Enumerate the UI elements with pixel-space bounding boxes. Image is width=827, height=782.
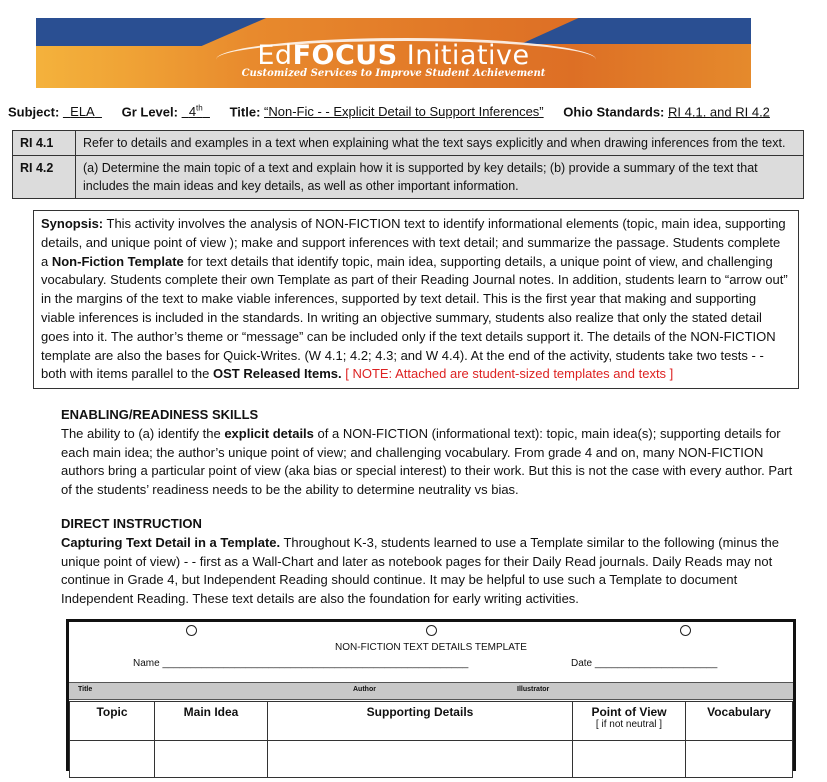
standards-label: Ohio Standards: xyxy=(563,104,665,120)
cell-point-of-view[interactable] xyxy=(573,741,686,778)
synopsis-box: Synopsis: This activity involves the analysis of NON-FICTION text to identify informational elements (topic, main idea, supporting details, and unique point of view ); make and support inferences with text detail; and summarize the passage. Students complete a Non-Fiction Template for text details that identify topic, main idea, supporting details, a unique point of view, and challenging vocabulary. Students complete their own Template as part of their Reading Journal notes. In addition, students learn to “arrow out” in the margins of the text to make viable inferences, supported by text detail. This is the first year that making and supporting viable inferences is included in the standards. In writing an objective summary, students also realize that only the stated detail goes into it. The author’s theme or “message” can be included only if the text details support it. The details of the NON-FICTION template are also the bases for Quick-Writes. (W 4.1; 4.2; 4.3; and W 4.4). At the end of the activity, students take two tests - - both with items parallel to the OST Released Items. [ NOTE: Attached are student-sized templates and texts ] xyxy=(33,210,799,389)
hole-punch-icon xyxy=(426,625,437,636)
enabling-heading: ENABLING/READINESS SKILLS xyxy=(61,407,259,422)
template-title: NON-FICTION TEXT DETAILS TEMPLATE xyxy=(335,642,527,653)
nonfiction-template xyxy=(66,619,796,771)
synopsis-note: [ NOTE: Attached are student-sized templates and texts ] xyxy=(341,366,674,382)
standards-row xyxy=(13,156,804,199)
col-supporting-details: Supporting Details xyxy=(268,702,573,741)
lesson-header xyxy=(8,104,770,119)
bar-illustrator-label: Illustrator xyxy=(517,686,550,693)
template-name-field: Name _______________________________________________________ xyxy=(133,658,469,669)
col-vocabulary: Vocabulary xyxy=(686,702,793,741)
bar-author-label: Author xyxy=(353,686,376,693)
title-value: “Non-Fic - - Explicit Detail to Support Inferences” xyxy=(264,104,544,120)
cell-main-idea[interactable] xyxy=(155,741,268,778)
grade-value: 4th xyxy=(188,104,203,120)
banner-tagline: Customized Services to Improve Student Achievement xyxy=(241,68,546,79)
cell-supporting-details[interactable] xyxy=(268,741,573,778)
standard-code: RI 4.2 xyxy=(13,156,76,199)
col-point-of-view: Point of View [ if not neutral ] xyxy=(573,702,686,741)
standard-text: (a) Determine the main topic of a text and explain how it is supported by key details; (b) provide a summary of the text that includes the main ideas and key details, as well as other important information. xyxy=(76,156,804,199)
hole-punch-icon xyxy=(680,625,691,636)
direct-instruction-section xyxy=(61,515,806,609)
col-main-idea: Main Idea xyxy=(155,702,268,741)
grade-label: Gr Level: xyxy=(121,104,178,120)
banner-brand: EdFOCUS Initiative xyxy=(257,40,530,71)
standards-value: RI 4.1. and RI 4.2 xyxy=(668,104,770,120)
col-topic: Topic xyxy=(70,702,155,741)
hole-punch-icon xyxy=(186,625,197,636)
subject-label: Subject: xyxy=(8,104,60,120)
standard-text: Refer to details and examples in a text when explaining what the text says explicitly and when drawing inferences from the text. xyxy=(76,131,804,156)
pov-note: [ if not neutral ] xyxy=(595,719,663,730)
template-header-row xyxy=(70,702,793,741)
synopsis-label: Synopsis: xyxy=(41,216,104,231)
template-grid xyxy=(69,701,793,778)
enabling-text: The ability to (a) identify the explicit details of a NON-FICTION (informational text): topic, main idea(s); supporting details for each main idea; the author’s unique point of view; and challenging vocabulary. From grade 4 and on, many NON-FICTION authors bring a particular point of view (aka bias or special interest) to their work. But this is not the case with every author. Part of the students’ readiness needs to be the ability to determine neutrality vs bias. xyxy=(61,425,793,498)
standards-table xyxy=(12,130,804,199)
edfocus-banner xyxy=(36,18,751,88)
title-label: Title: xyxy=(229,104,261,120)
template-body-row xyxy=(70,741,793,778)
enabling-section xyxy=(61,406,806,500)
direct-text: Capturing Text Detail in a Template. Throughout K-3, students learned to use a Template similar to the following (minus the unique point of view) - - first as a Wall-Chart and later as notebook pages for their Daily Read journals. Daily Reads may not continue in Grade 4, but Independent Reading should continue. It may be helpful to use such a Template to document Independent Reading. These text details are also the foundation for early writing activities. xyxy=(61,534,779,607)
standard-code: RI 4.1 xyxy=(13,131,76,156)
cell-vocabulary[interactable] xyxy=(686,741,793,778)
template-info-bar xyxy=(69,682,793,700)
direct-heading: DIRECT INSTRUCTION xyxy=(61,516,202,531)
standards-row xyxy=(13,131,804,156)
template-date-field: Date ______________________ xyxy=(571,658,718,669)
bar-title-label: Title xyxy=(78,686,93,693)
cell-topic[interactable] xyxy=(70,741,155,778)
subject-value: ELA xyxy=(70,104,95,120)
